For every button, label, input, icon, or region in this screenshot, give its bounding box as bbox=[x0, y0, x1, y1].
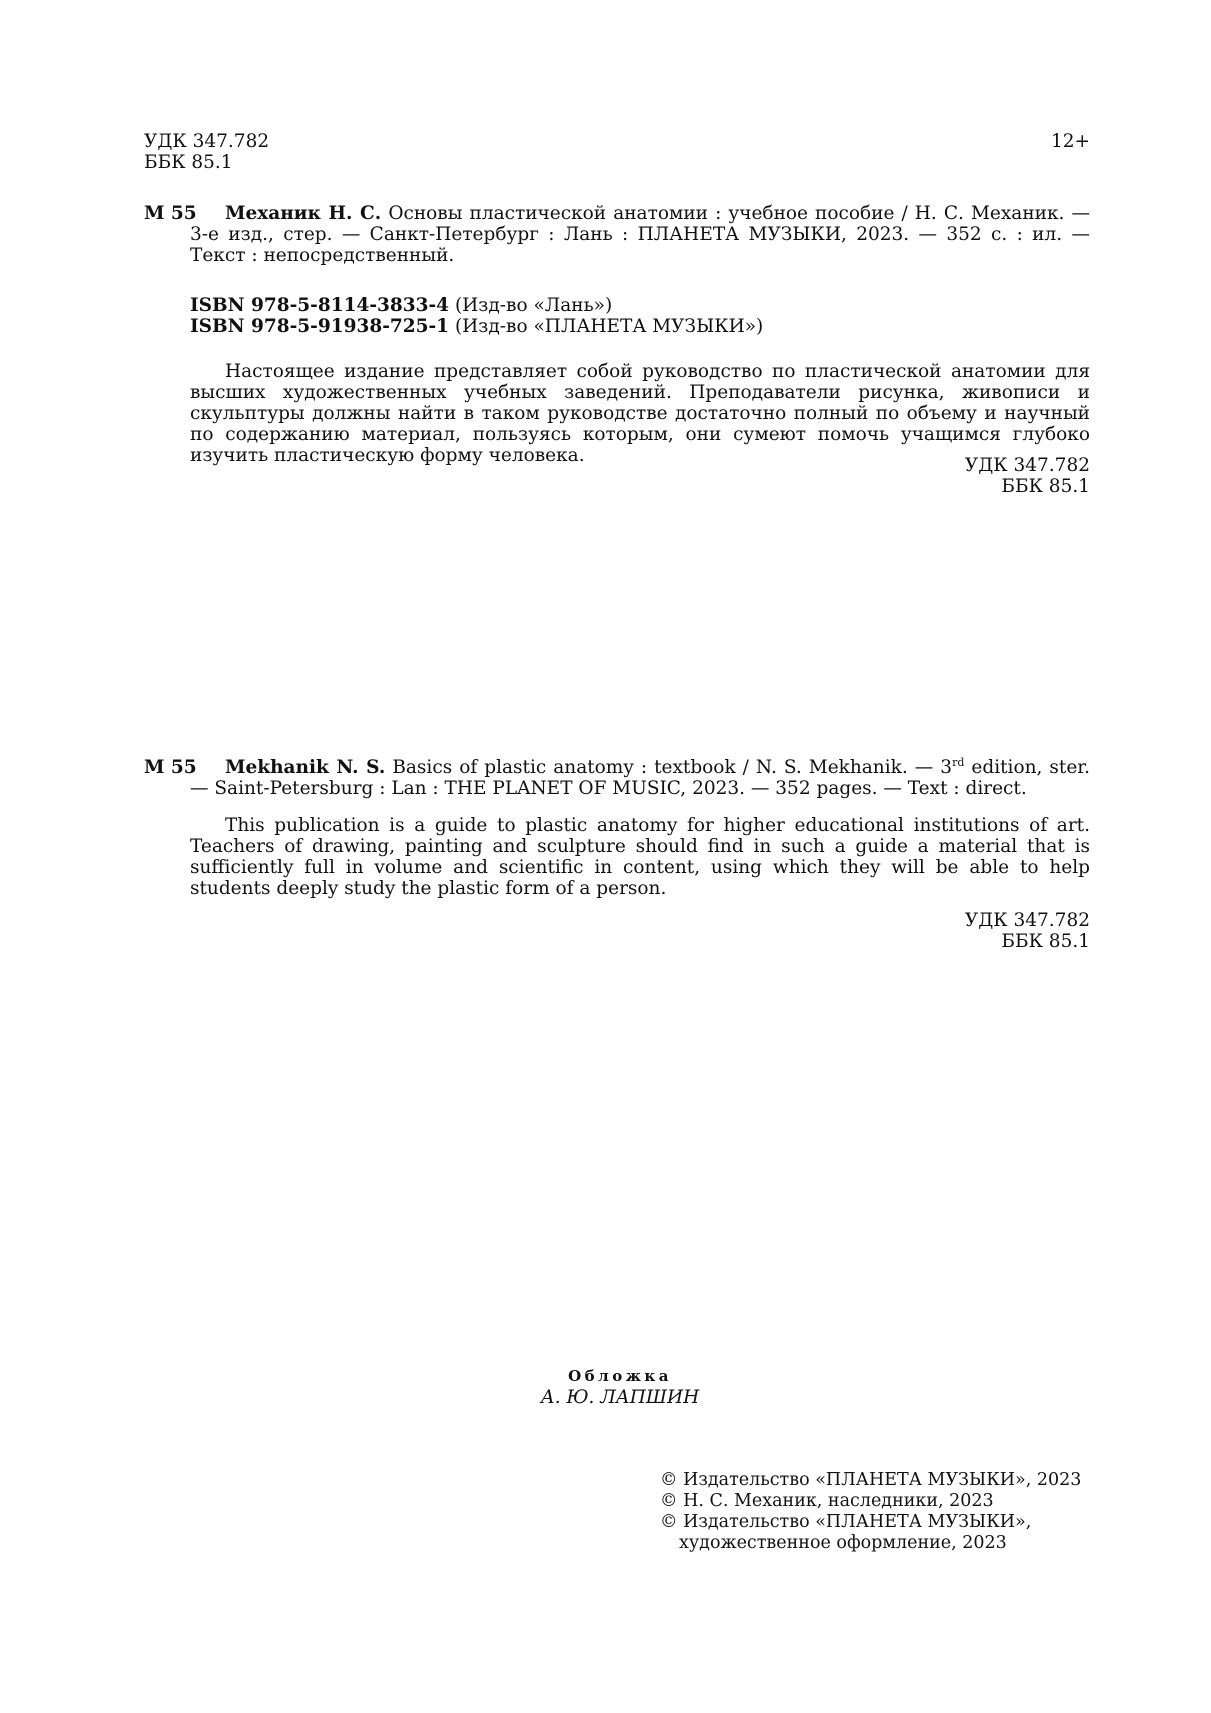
en-entry-code: M 55 bbox=[144, 757, 197, 778]
isbn-2: ISBN 978-5-91938-725-1 bbox=[190, 316, 450, 337]
isbn-1: ISBN 978-5-8114-3833-4 bbox=[190, 295, 450, 316]
en-entry-author: Mekhanik N. S. bbox=[225, 757, 386, 778]
ru-bbk: ББК 85.1 bbox=[1001, 476, 1090, 497]
copyright-line-2: © Н. С. Механик, наследники, 2023 bbox=[660, 1491, 994, 1511]
en-entry-description bbox=[190, 757, 1090, 799]
ru-entry-code: М 55 bbox=[144, 203, 197, 224]
ru-abstract: Настоящее издание представляет собой руководство по пластической анатомии для высших художественных учебных заведений. Преподаватели рисунка, живописи и скульптуры должны найти в таком руководстве достаточно полный по объему и научный по содержанию материал, пользуясь которым, они сумеют помочь учащимся глубоко изучить пластическую форму человека. bbox=[190, 361, 1090, 466]
copyright-line-1: © Издательство «ПЛАНЕТА МУЗЫКИ», 2023 bbox=[660, 1470, 1082, 1490]
en-entry-text-2: edition, ster. — Saint-Petersburg : Lan : THE PLANET OF MUSIC, 2023. — 352 pages. — Text : direct. bbox=[190, 757, 1090, 799]
age-rating: 12+ bbox=[1050, 131, 1090, 152]
en-bbk: ББК 85.1 bbox=[1001, 931, 1090, 952]
cover-credit bbox=[500, 1366, 740, 1408]
en-abstract: This publication is a guide to plastic anatomy for higher educational institutions of art. Teachers of drawing, painting and sculpture should find in such a guide a material that is sufficiently full in volume and scientific in content, using which they will be able to help students deeply study the plastic form of a person. bbox=[190, 815, 1090, 899]
header-bbk: ББК 85.1 bbox=[144, 152, 233, 173]
en-udk: УДК 347.782 bbox=[964, 910, 1090, 931]
ru-entry-description bbox=[190, 203, 1090, 266]
ru-isbn-block bbox=[190, 295, 763, 337]
ru-entry-author: Механик Н. С. bbox=[225, 203, 382, 224]
header-classification bbox=[144, 131, 269, 173]
isbn-2-publisher: (Изд-во «ПЛАНЕТА МУЗЫКИ») bbox=[454, 316, 764, 337]
en-entry-text-1: Basics of plastic anatomy : textbook / N. S. Mekhanik. — 3 bbox=[392, 757, 953, 778]
ru-udk: УДК 347.782 bbox=[964, 455, 1090, 476]
copyright-line-4: художественное оформление, 2023 bbox=[679, 1533, 1007, 1553]
cover-artist: А. Ю. ЛАПШИН bbox=[540, 1387, 700, 1408]
ru-entry-text: Основы пластической анатомии : учебное пособие / Н. С. Механик. — 3-е изд., стер. — Санкт-Петербург : Лань : ПЛАНЕТА МУЗЫКИ, 2023. — 352 с. : ил. — Текст : непосредственный. bbox=[190, 203, 1091, 266]
header-udk: УДК 347.782 bbox=[144, 131, 270, 152]
copyright-block bbox=[660, 1470, 1090, 1554]
isbn-1-publisher: (Изд-во «Лань») bbox=[454, 295, 613, 316]
ru-classification bbox=[890, 455, 1090, 497]
en-entry-sup: rd bbox=[952, 755, 965, 769]
en-classification bbox=[890, 910, 1090, 952]
copyright-line-3: © Издательство «ПЛАНЕТА МУЗЫКИ», bbox=[660, 1512, 1032, 1532]
cover-label: Обложка bbox=[568, 1367, 672, 1385]
